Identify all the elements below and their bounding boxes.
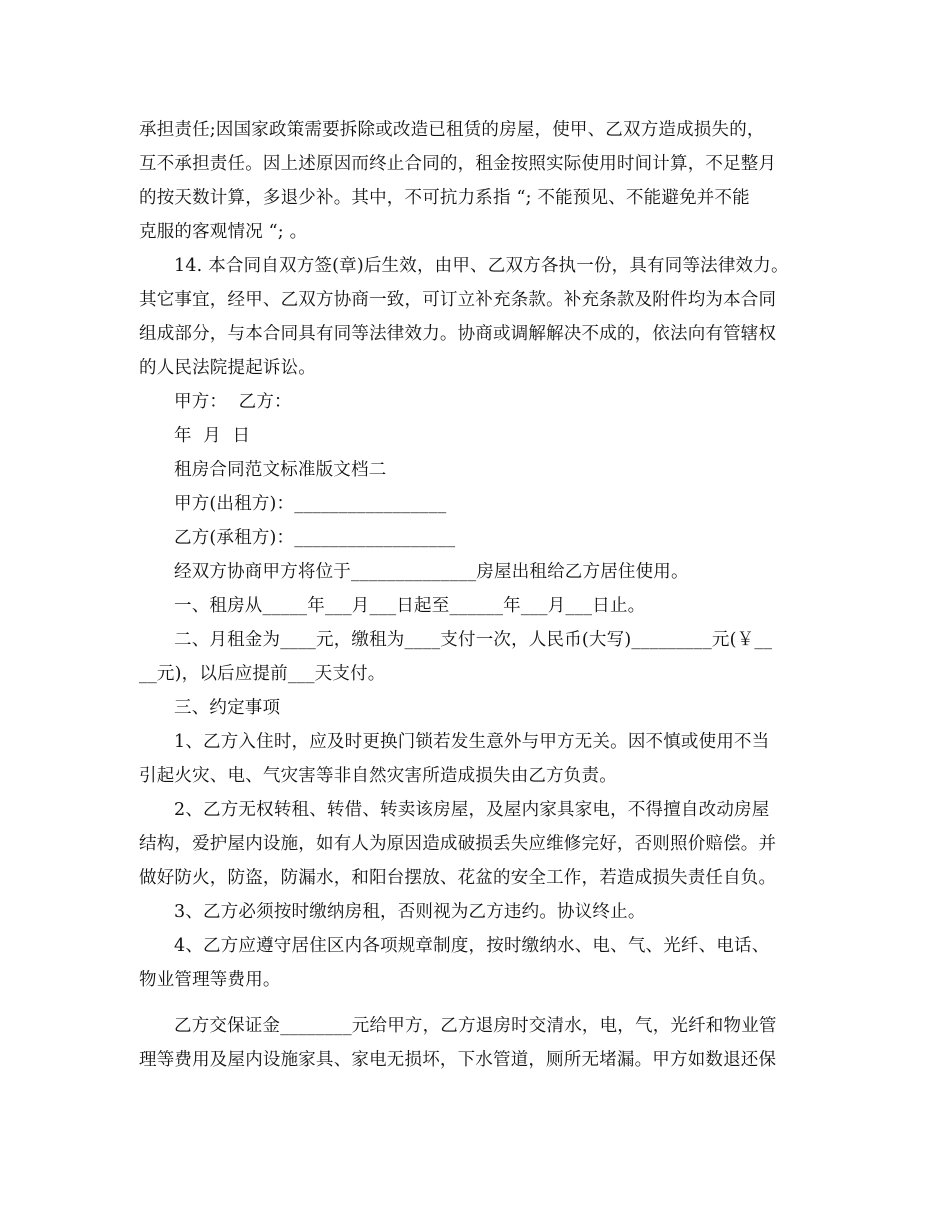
text-line: 2、乙方无权转租、转借、转卖该房屋，及屋内家具家电，不得擅自改动房屋 xyxy=(174,800,770,820)
text-line: 一、租房从_____年___月___日起至______年___月___日止。 xyxy=(174,596,646,616)
text-line: 其它事宜，经甲、乙双方协商一致，可订立补充条款。补充条款及附件均为本合同 xyxy=(139,290,777,310)
text-line: 甲方(出租方)：_________________ xyxy=(174,494,447,514)
text-line: 乙方交保证金________元给甲方，乙方退房时交清水，电，气，光纤和物业管 xyxy=(174,1016,777,1036)
text-line: 乙方(承租方)：__________________ xyxy=(174,528,456,548)
text-line: 承担责任;因国家政策需要拆除或改造已租赁的房屋，使甲、乙双方造成损失的， xyxy=(139,120,765,140)
text-line: 4、乙方应遵守居住区内各项规章制度，按时缴纳水、电、气、光纤、电话、 xyxy=(174,936,770,956)
text-line: 克服的客观情况 “; 。 xyxy=(139,222,308,242)
text-line: 做好防火，防盗，防漏水，和阳台摆放、花盆的安全工作，若造成损失责任自负。 xyxy=(139,868,777,888)
text-line: 3、乙方必须按时缴纳房租，否则视为乙方违约。协议终止。 xyxy=(174,902,646,922)
section-heading: 三、约定事项 xyxy=(174,698,281,718)
text-line: 物业管理等费用。 xyxy=(139,970,281,990)
text-line: 引起火灾、电、气灾害等非自然灾害所造成损失由乙方负责。 xyxy=(139,766,617,786)
text-line: 的人民法院提起诉讼。 xyxy=(139,358,316,378)
text-line: __元)，以后应提前___天支付。 xyxy=(139,664,386,684)
text-line: 二、月租金为____元，缴租为____支付一次，人民币(大写)_________元(￥__ xyxy=(174,630,773,650)
text-line: 互不承担责任。因上述原因而终止合同的，租金按照实际使用时间计算，不足整月 xyxy=(139,154,777,174)
text-line: 经双方协商甲方将位于______________房屋出租给乙方居住使用。 xyxy=(174,562,689,582)
text-line: 14. 本合同自双方签(章)后生效，由甲、乙双方各执一份，具有同等法律效力。 xyxy=(174,256,789,276)
text-line: 结构，爱护屋内设施，如有人为原因造成破损丢失应维修完好，否则照价赔偿。并 xyxy=(139,834,777,854)
text-line: 的按天数计算，多退少补。其中，不可抗力系指 “; 不能预见、不能避免并不能 xyxy=(139,188,750,208)
text-line: 组成部分，与本合同具有同等法律效力。协商或调解解决不成的，依法向有管辖权 xyxy=(139,324,777,344)
text-line: 1、乙方入住时，应及时更换门锁若发生意外与甲方无关。因不慎或使用不当 xyxy=(174,732,770,752)
section-title: 租房合同范文标准版文档二 xyxy=(174,460,387,480)
text-line: 理等费用及屋内设施家具、家电无损坏，下水管道，厕所无堵漏。甲方如数退还保 xyxy=(139,1050,777,1070)
date-line: 年 月 日 xyxy=(174,426,251,446)
signature-line: 甲方： 乙方： xyxy=(174,392,292,412)
